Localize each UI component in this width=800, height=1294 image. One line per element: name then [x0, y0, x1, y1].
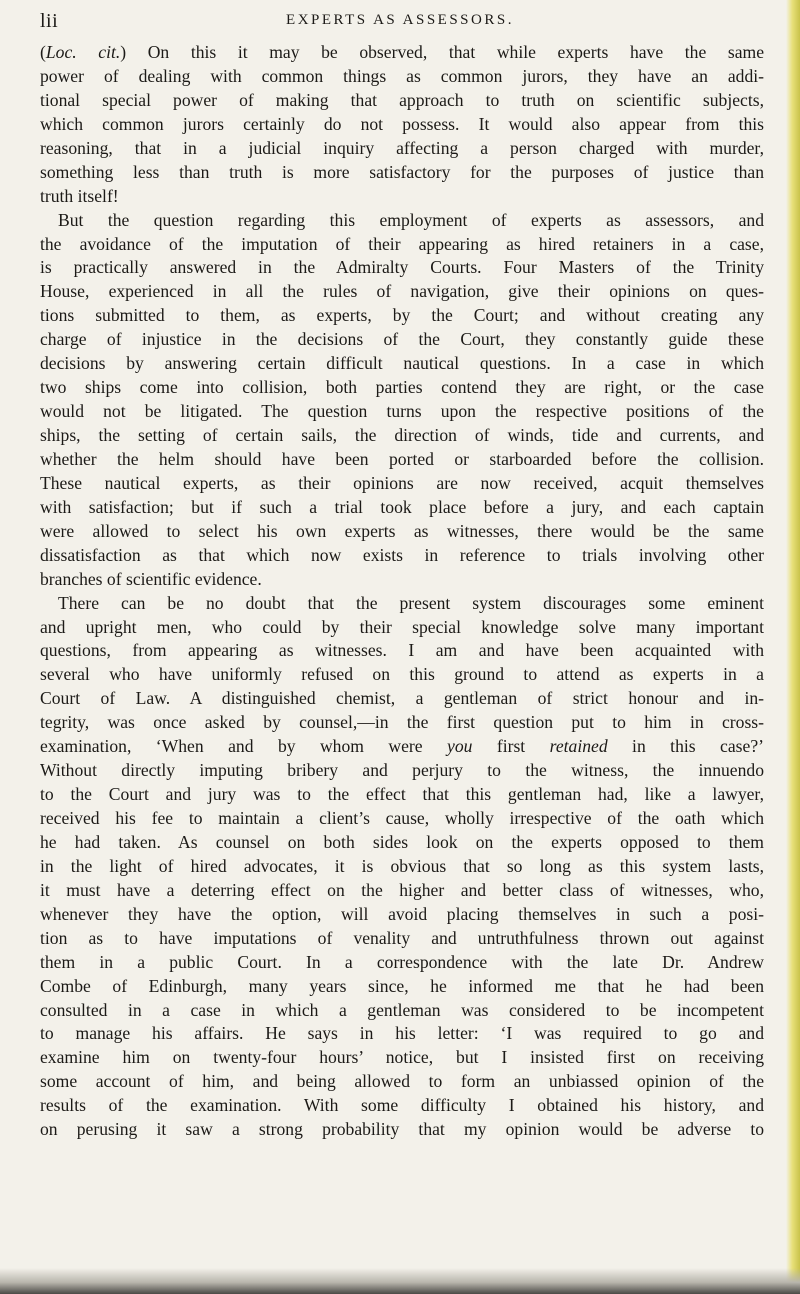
text-line: But the question regarding this employment of experts as assessors, and: [58, 209, 764, 230]
text-line: charge of injustice in the decisions of the Court, they constantly guide these: [40, 329, 764, 350]
text-line: on perusing it saw a strong probability that my opinion would be adverse to: [40, 1119, 764, 1140]
text-line: truth itself!: [40, 185, 119, 206]
page-header: [40, 8, 760, 38]
text-line: decisions by answering certain difficult nautical questions. In a case in which: [40, 353, 764, 374]
body-text: [40, 41, 764, 1142]
text-line: examination, ‘When and by whom were you first retained in this case?’: [40, 736, 764, 757]
text-line: (Loc. cit.) On this it may be observed, that while experts have the same: [40, 42, 764, 62]
text-line: the avoidance of the imputation of their appearing as hired retainers in a case,: [40, 233, 764, 254]
text-line: There can be no doubt that the present system discourages some eminent: [58, 592, 764, 613]
text-line: some account of him, and being allowed to form an unbiassed opinion of the: [40, 1071, 764, 1092]
text-line: it must have a deterring effect on the higher and better class of witnesses, who,: [40, 879, 764, 900]
text-line: branches of scientific evidence.: [40, 568, 262, 589]
text-line: he had taken. As counsel on both sides look on the experts opposed to them: [40, 831, 764, 852]
text-line: which common jurors certainly do not possess. It would also appear from this: [40, 113, 764, 134]
text-line: questions, from appearing as witnesses. I am and have been acquainted with: [40, 640, 764, 661]
text-line: dissatisfaction as that which now exists in reference to trials involving other: [40, 544, 764, 565]
text-line: received his fee to maintain a client’s cause, wholly irrespective of the oath which: [40, 808, 764, 828]
page-bottom-edge: [0, 1268, 800, 1294]
running-head: EXPERTS AS ASSESSORS.: [286, 12, 514, 28]
text-line: tions submitted to them, as experts, by the Court; and without creating any: [40, 305, 764, 326]
text-line: House, experienced in all the rules of navigation, give their opinions on ques-: [40, 281, 764, 302]
text-line: tion as to have imputations of venality and untruthfulness thrown out against: [40, 927, 764, 948]
text-line: results of the examination. With some difficulty I obtained his history, and: [40, 1095, 764, 1116]
text-line: consulted in a case in which a gentleman was considered to be incompetent: [40, 999, 764, 1020]
text-line: to the Court and jury was to the effect that this gentleman had, like a lawyer,: [40, 784, 764, 805]
text-line: tegrity, was once asked by counsel,—in the first question put to him in cross-: [40, 712, 764, 733]
text-line: several who have uniformly refused on this ground to attend as experts in a: [40, 664, 764, 685]
text-line: examine him on twenty-four hours’ notice, but I insisted first on receiving: [40, 1047, 764, 1068]
text-line: is practically answered in the Admiralty Courts. Four Masters of the Trinity: [40, 257, 764, 278]
text-line: These nautical experts, as their opinions are now received, acquit themselves: [40, 472, 764, 493]
text-line: with satisfaction; but if such a trial took place before a jury, and each captain: [40, 496, 764, 517]
text-line: would not be litigated. The question turns upon the respective positions of the: [40, 401, 764, 422]
text-line: something less than truth is more satisfactory for the purposes of justice than: [40, 161, 764, 182]
text-line: in the light of hired advocates, it is obvious that so long as this system lasts,: [40, 855, 764, 876]
text-line: were allowed to select his own experts as witnesses, there would be the same: [40, 520, 764, 541]
text-line: them in a public Court. In a correspondence with the late Dr. Andrew: [40, 951, 764, 972]
text-line: Combe of Edinburgh, many years since, he informed me that he had been: [40, 975, 764, 996]
text-line: two ships come into collision, both parties contend they are right, or the case: [40, 377, 764, 398]
text-line: to manage his affairs. He says in his letter: ‘I was required to go and: [40, 1023, 764, 1044]
page-edge-shadow: [786, 0, 800, 1294]
text-line: whether the helm should have been ported or starboarded before the collision.: [40, 448, 764, 469]
text-line: power of dealing with common things as common jurors, they have an addi-: [40, 65, 764, 86]
page-number: lii: [40, 10, 59, 32]
text-line: reasoning, that in a judicial inquiry affecting a person charged with murder,: [40, 137, 764, 158]
text-line: ships, the setting of certain sails, the direction of winds, tide and currents, and: [40, 425, 764, 445]
text-line: Court of Law. A distinguished chemist, a gentleman of strict honour and in-: [40, 688, 764, 709]
text-line: tional special power of making that approach to truth on scientific subjects,: [40, 89, 764, 110]
text-line: and upright men, who could by their special knowledge solve many important: [40, 616, 764, 637]
text-line: whenever they have the option, will avoid placing themselves in such a posi-: [40, 903, 764, 924]
text-line: Without directly imputing bribery and perjury to the witness, the innuendo: [40, 760, 764, 781]
